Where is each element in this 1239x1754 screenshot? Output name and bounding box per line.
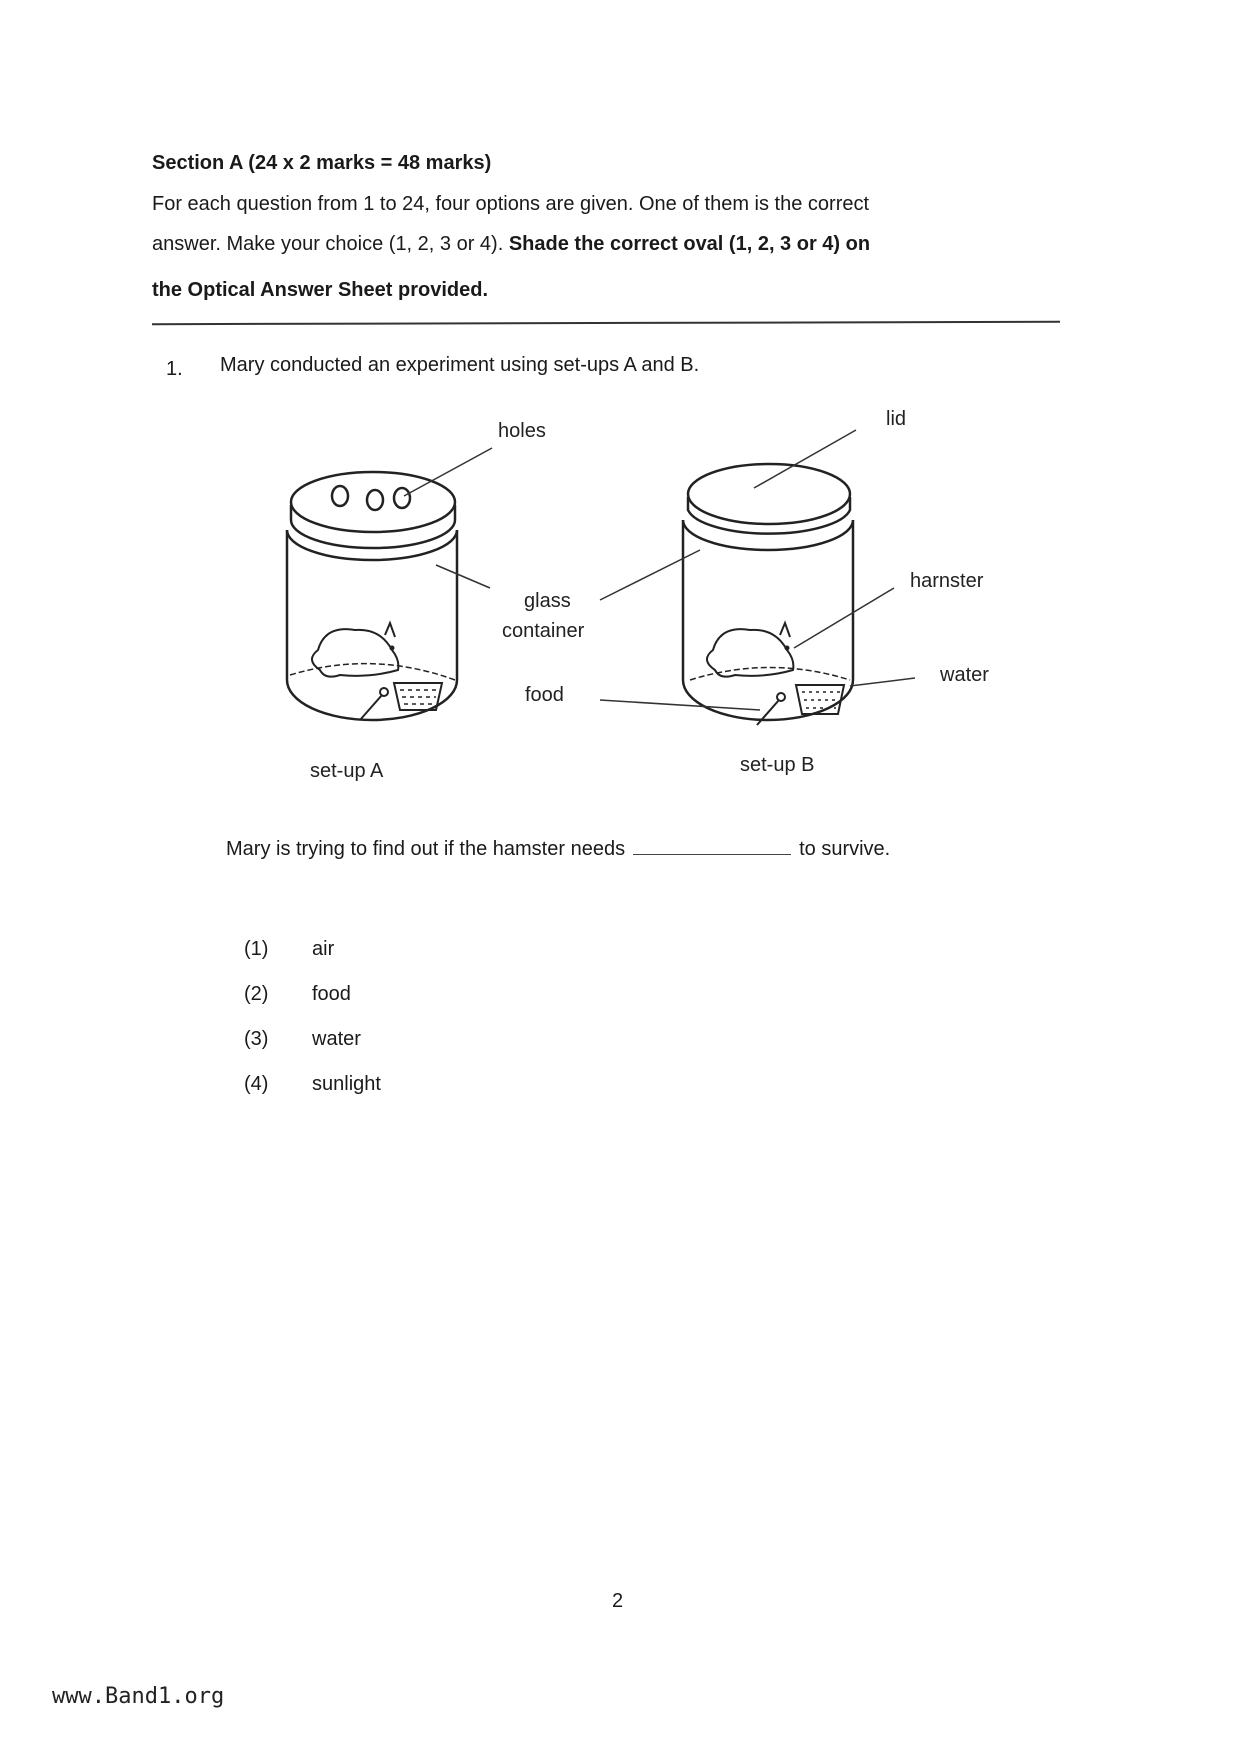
label-food: food: [525, 684, 564, 706]
instructions-plain: answer. Make your choice (1, 2, 3 or 4).: [152, 233, 504, 255]
label-container: container: [502, 620, 585, 642]
option-3-number: (3): [244, 1028, 269, 1050]
option-4-text: sunlight: [312, 1073, 381, 1095]
label-holes: holes: [498, 420, 546, 442]
option-1-number: (1): [244, 938, 269, 960]
food-a-icon: [360, 695, 382, 720]
leader-food: [600, 700, 760, 710]
question-text: Mary conducted an experiment using set-ups A and B.: [220, 354, 700, 376]
leader-glass-a: [436, 565, 490, 588]
question-stem: [226, 838, 890, 861]
leader-glass-b: [600, 550, 700, 600]
hole: [394, 488, 410, 508]
page-number: 2: [612, 1590, 624, 1612]
label-lid: lid: [886, 408, 907, 430]
instructions-bold: Shade the correct oval (1, 2, 3 or 4) on: [508, 233, 871, 255]
leader-water: [850, 678, 915, 686]
label-hamster: harnster: [910, 570, 984, 592]
label-glass: glass: [524, 590, 571, 612]
leader-hamster: [794, 588, 894, 648]
hamster-b-icon: [707, 623, 793, 677]
option-1-text: air: [312, 938, 335, 960]
section-title: Section A (24 x 2 marks = 48 marks): [152, 152, 492, 174]
hole: [367, 490, 383, 510]
option-4-number: (4): [244, 1073, 269, 1095]
label-water: water: [940, 664, 989, 686]
instructions-line-1: For each question from 1 to 24, four options are given. One of them is the correct: [152, 193, 870, 215]
stem-before: Mary is trying to find out if the hamster needs: [226, 838, 626, 860]
question-number: 1.: [166, 358, 183, 380]
option-2-text: food: [312, 983, 351, 1005]
experiment-diagram: [0, 0, 1239, 800]
answer-blank: [633, 854, 791, 855]
stem-after: to survive.: [799, 838, 891, 860]
hamster-a-icon: [312, 623, 398, 677]
option-3-text: water: [312, 1028, 361, 1050]
jar-setup-b: [683, 464, 853, 720]
label-setup-a: set-up A: [310, 760, 384, 782]
footer-url: www.Band1.org: [52, 1684, 225, 1709]
option-2-number: (2): [244, 983, 269, 1005]
label-setup-b: set-up B: [740, 754, 815, 776]
instructions-line-3: the Optical Answer Sheet provided.: [152, 279, 488, 301]
hole: [332, 486, 348, 506]
